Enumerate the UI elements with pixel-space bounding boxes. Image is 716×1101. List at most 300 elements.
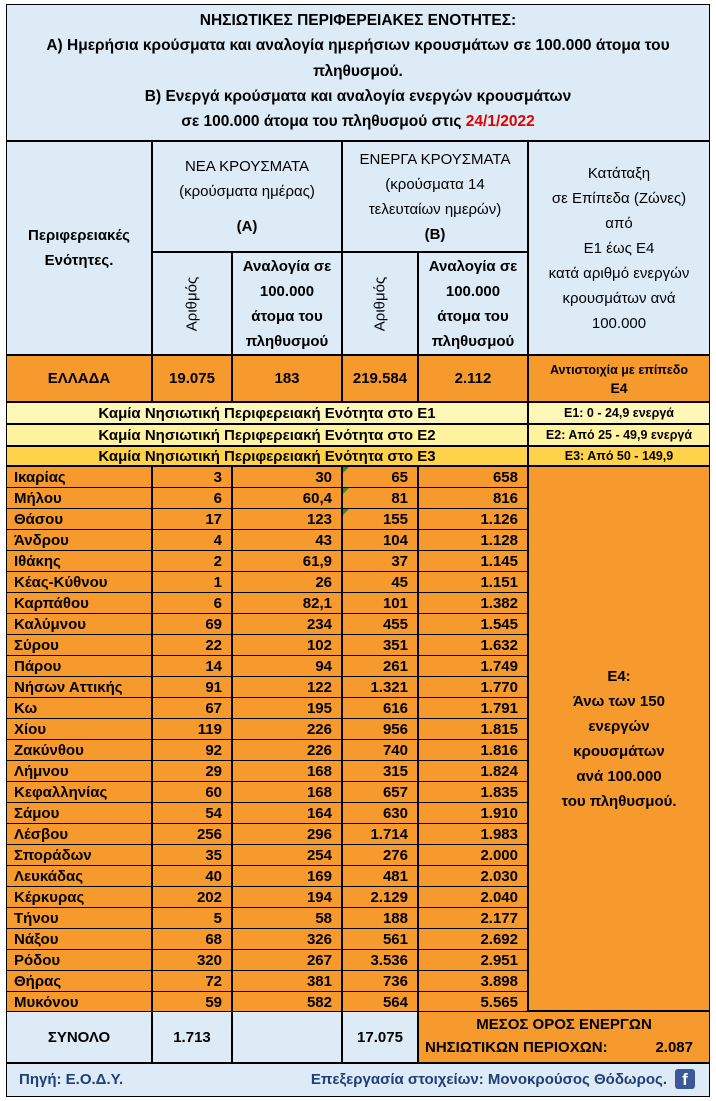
header-region-l2: Ενότητες.: [44, 252, 114, 269]
row-cell-name: [6, 697, 152, 719]
header-new-ratio-l1: Αναλογία σε: [242, 257, 332, 275]
row-value: 1.835: [480, 784, 518, 801]
row-value: 1.321: [370, 679, 408, 696]
row-cell-new-ratio: [232, 697, 342, 719]
title-date-prefix: σε 100.000 άτομα του πληθυσμού στις: [181, 113, 462, 130]
row-value: 1: [213, 574, 222, 591]
row-value: 3: [213, 469, 222, 486]
row-cell-new: [152, 592, 232, 614]
title-date: 24/1/2022: [465, 113, 535, 130]
zone-e1-range: Ε1: 0 - 24,9 ενεργά: [528, 402, 710, 424]
row-cell-name: [6, 508, 152, 530]
row-cell-active-ratio: [418, 550, 528, 572]
row-cell-name: [6, 466, 152, 488]
row-value: 296: [306, 826, 332, 843]
row-cell-new-ratio: [232, 634, 342, 656]
row-value: 69: [205, 616, 222, 633]
footer-credit: Επεξεργασία στοιχείων: Μονοκρούσος Θόδωρος.: [310, 1071, 667, 1088]
region-name: Καλύμνου: [14, 616, 86, 633]
row-value: 740: [382, 742, 408, 759]
row-value: 256: [196, 826, 222, 843]
row-cell-active: [342, 613, 418, 635]
header-new-ratio: [232, 252, 342, 355]
row-cell-active: [342, 529, 418, 551]
region-name: Κεφαλληνίας: [14, 784, 108, 801]
row-value: 58: [315, 910, 332, 927]
region-name: Κω: [14, 700, 38, 717]
row-value: 65: [391, 469, 408, 486]
row-value: 30: [315, 469, 332, 486]
row-cell-active-ratio: [418, 571, 528, 593]
row-value: 35: [205, 847, 222, 864]
row-value: 3.898: [480, 973, 518, 990]
row-cell-new: [152, 802, 232, 824]
row-value: 43: [315, 532, 332, 549]
row-value: 1.983: [480, 826, 518, 843]
region-name: Σποράδων: [14, 847, 92, 864]
row-cell-new: [152, 487, 232, 509]
row-cell-new-ratio: [232, 592, 342, 614]
greece-active: 219.584: [342, 355, 418, 402]
row-value: 3.536: [370, 952, 408, 969]
row-cell-active-ratio: [418, 529, 528, 551]
row-value: 351: [382, 637, 408, 654]
row-cell-new: [152, 865, 232, 887]
row-value: 561: [382, 931, 408, 948]
row-cell-name: [6, 676, 152, 698]
row-cell-active: [342, 907, 418, 929]
row-cell-new: [152, 739, 232, 761]
row-cell-name: [6, 949, 152, 971]
region-name: Λήμνου: [14, 763, 69, 780]
row-cell-active: [342, 571, 418, 593]
row-cell-new: [152, 886, 232, 908]
row-cell-active: [342, 865, 418, 887]
header-active-ratio-l4: πληθυσμού: [431, 332, 515, 350]
header-new-number-label: Αριθμός: [183, 276, 201, 331]
row-cell-active-ratio: [418, 781, 528, 803]
header-level-l4: Ε1 έως Ε4: [583, 239, 655, 257]
zone-e4-l1: Ε4:: [607, 667, 631, 685]
row-value: 59: [205, 994, 222, 1011]
row-cell-active: [342, 991, 418, 1013]
region-name: Λέσβου: [14, 826, 69, 843]
total-average-l2: ΝΗΣΙΩΤΙΚΩΝ ΠΕΡΙΟΧΩΝ:: [425, 1039, 608, 1056]
row-cell-new-ratio: [232, 550, 342, 572]
title-line-5: [7, 112, 709, 131]
row-value: 92: [205, 742, 222, 759]
row-cell-active-ratio: [418, 508, 528, 530]
row-cell-active: [342, 487, 418, 509]
row-value: 1.151: [480, 574, 518, 591]
title-line-4: Β) Ενεργά κρούσματα και αναλογία ενεργών κρουσμάτων: [144, 88, 572, 105]
row-cell-new: [152, 634, 232, 656]
row-cell-new: [152, 718, 232, 740]
row-value: 29: [205, 763, 222, 780]
row-cell-new-ratio: [232, 466, 342, 488]
row-cell-new-ratio: [232, 613, 342, 635]
row-cell-new: [152, 466, 232, 488]
header-level-l5: κατά αριθμό ενεργών: [548, 264, 690, 282]
row-cell-active: [342, 928, 418, 950]
row-cell-new-ratio: [232, 529, 342, 551]
header-level-l1: Κατάταξη: [587, 164, 651, 182]
row-value: 616: [382, 700, 408, 717]
region-name: Ικαρίας: [14, 469, 66, 486]
row-value: 82,1: [302, 595, 332, 612]
region-name: Πάρου: [14, 658, 62, 675]
row-cell-new: [152, 613, 232, 635]
row-cell-new: [152, 907, 232, 929]
row-value: 68: [205, 931, 222, 948]
row-value: 168: [306, 763, 332, 780]
greece-active-ratio: 2.112: [418, 355, 528, 402]
row-value: 5: [213, 910, 222, 927]
row-cell-new: [152, 949, 232, 971]
row-cell-active: [342, 655, 418, 677]
header-level-l3: από: [605, 214, 633, 232]
row-value: 94: [315, 658, 332, 675]
row-cell-name: [6, 571, 152, 593]
row-value: 164: [306, 805, 332, 822]
row-value: 267: [306, 952, 332, 969]
row-cell-new-ratio: [232, 781, 342, 803]
row-value: 169: [306, 868, 332, 885]
row-cell-active: [342, 508, 418, 530]
row-value: 91: [205, 679, 222, 696]
row-cell-active-ratio: [418, 907, 528, 929]
row-cell-active: [342, 592, 418, 614]
region-name: Χίου: [14, 721, 47, 738]
row-cell-new-ratio: [232, 655, 342, 677]
header-active-l3: τελευταίων ημερών): [368, 200, 502, 218]
row-cell-active-ratio: [418, 802, 528, 824]
region-name: Μυκόνου: [14, 994, 79, 1011]
row-value: 122: [306, 679, 332, 696]
footer: [6, 1063, 710, 1097]
row-cell-name: [6, 907, 152, 929]
region-name: Λευκάδας: [14, 868, 84, 885]
region-name: Θάσου: [14, 511, 64, 528]
greece-new-ratio: 183: [232, 355, 342, 402]
zone-e4-l2: Άνω των 150: [573, 692, 665, 710]
row-value: 26: [315, 574, 332, 591]
row-value: 226: [306, 742, 332, 759]
row-cell-active-ratio: [418, 592, 528, 614]
total-average-l1: ΜΕΣΟΣ ΟΡΟΣ ΕΝΕΡΓΩΝ: [476, 1016, 652, 1033]
row-cell-new-ratio: [232, 739, 342, 761]
zone-e1-text: Καμία Νησιωτική Περιφερειακή Ενότητα στο Ε1: [6, 402, 528, 424]
row-cell-active: [342, 634, 418, 656]
title-line-1: ΝΗΣΙΩΤΙΚΕΣ ΠΕΡΙΦΕΡΕΙΑΚΕΣ ΕΝΟΤΗΤΕΣ:: [199, 12, 517, 29]
comment-marker-icon: [343, 467, 349, 473]
region-name: Νήσων Αττικής: [14, 679, 123, 696]
row-cell-name: [6, 529, 152, 551]
zone-e2-text: Καμία Νησιωτική Περιφερειακή Ενότητα στο Ε2: [6, 424, 528, 446]
row-cell-active: [342, 739, 418, 761]
row-cell-new: [152, 529, 232, 551]
row-value: 1.382: [480, 595, 518, 612]
header-active-number: [342, 252, 418, 355]
row-cell-new-ratio: [232, 487, 342, 509]
row-cell-new: [152, 823, 232, 845]
header-new-l3: (Α): [236, 218, 258, 235]
region-name: Ιθάκης: [14, 553, 61, 570]
row-cell-name: [6, 844, 152, 866]
row-cell-active: [342, 949, 418, 971]
row-value: 315: [382, 763, 408, 780]
row-cell-name: [6, 487, 152, 509]
region-name: Άνδρου: [14, 532, 69, 549]
row-cell-new-ratio: [232, 907, 342, 929]
row-cell-new: [152, 970, 232, 992]
total-active: 17.075: [342, 1011, 418, 1063]
row-value: 60: [205, 784, 222, 801]
row-cell-new-ratio: [232, 802, 342, 824]
row-cell-name: [6, 718, 152, 740]
row-cell-active-ratio: [418, 886, 528, 908]
header-region-l1: Περιφερειακές: [28, 227, 130, 244]
region-name: Θήρας: [14, 973, 62, 990]
row-value: 123: [306, 511, 332, 528]
row-cell-active-ratio: [418, 718, 528, 740]
row-cell-new-ratio: [232, 760, 342, 782]
row-value: 22: [205, 637, 222, 654]
header-new-ratio-l2: 100.000: [259, 282, 315, 300]
facebook-icon[interactable]: f: [675, 1069, 695, 1089]
header-active-number-label: Αριθμός: [371, 276, 389, 331]
row-cell-active: [342, 718, 418, 740]
region-name: Ρόδου: [14, 952, 61, 969]
row-value: 2.177: [480, 910, 518, 927]
total-average: [418, 1011, 710, 1063]
header-active-ratio-l3: άτομα του: [437, 307, 509, 325]
greece-level-l2: Ε4: [610, 379, 628, 396]
greece-name: ΕΛΛΑΔΑ: [6, 355, 152, 402]
row-value: 40: [205, 868, 222, 885]
row-value: 481: [382, 868, 408, 885]
row-value: 1.714: [370, 826, 408, 843]
row-value: 261: [382, 658, 408, 675]
title-line-3: πληθυσμού.: [313, 63, 403, 80]
row-cell-active-ratio: [418, 844, 528, 866]
zone-e3-text: Καμία Νησιωτική Περιφερειακή Ενότητα στο Ε3: [6, 446, 528, 466]
row-cell-active: [342, 781, 418, 803]
row-value: 104: [382, 532, 408, 549]
row-cell-active: [342, 697, 418, 719]
row-value: 17: [205, 511, 222, 528]
row-cell-active: [342, 886, 418, 908]
row-cell-new-ratio: [232, 718, 342, 740]
row-cell-new: [152, 571, 232, 593]
row-value: 202: [196, 889, 222, 906]
row-cell-new: [152, 781, 232, 803]
row-cell-active-ratio: [418, 466, 528, 488]
row-value: 455: [382, 616, 408, 633]
title-line-2: Α) Ημερήσια κρούσματα και αναλογία ημερήσιων κρουσμάτων σε 100.000 άτομα του: [46, 37, 670, 54]
row-cell-active-ratio: [418, 949, 528, 971]
row-cell-name: [6, 634, 152, 656]
row-value: 2.129: [370, 889, 408, 906]
row-cell-active: [342, 676, 418, 698]
row-cell-active-ratio: [418, 613, 528, 635]
row-value: 736: [382, 973, 408, 990]
row-cell-active: [342, 823, 418, 845]
row-value: 1.632: [480, 637, 518, 654]
row-value: 72: [205, 973, 222, 990]
row-cell-active-ratio: [418, 697, 528, 719]
row-cell-active-ratio: [418, 970, 528, 992]
row-cell-new: [152, 676, 232, 698]
row-cell-new-ratio: [232, 970, 342, 992]
row-value: 37: [391, 553, 408, 570]
row-value: 2.030: [480, 868, 518, 885]
row-cell-name: [6, 613, 152, 635]
row-cell-name: [6, 802, 152, 824]
header-active-ratio-l1: Αναλογία σε: [428, 257, 518, 275]
header-new-l1: ΝΕΑ ΚΡΟΥΣΜΑΤΑ: [184, 158, 310, 175]
zone-e4-l3: ενεργών: [588, 717, 650, 735]
zone-e4-l6: του πληθυσμού.: [561, 792, 677, 810]
row-value: 234: [306, 616, 332, 633]
region-name: Νάξου: [14, 931, 59, 948]
region-name: Ζακύνθου: [14, 742, 84, 759]
row-value: 119: [197, 721, 222, 738]
title-block: [6, 4, 710, 141]
row-value: 1.749: [480, 658, 518, 675]
row-value: 54: [205, 805, 222, 822]
row-cell-new: [152, 844, 232, 866]
row-cell-active: [342, 760, 418, 782]
header-level-l7: 100.000: [591, 314, 647, 332]
row-value: 2.000: [480, 847, 518, 864]
row-value: 582: [306, 994, 332, 1011]
row-value: 816: [492, 490, 518, 507]
row-cell-name: [6, 865, 152, 887]
row-cell-name: [6, 781, 152, 803]
row-value: 1.824: [480, 763, 518, 780]
row-value: 188: [382, 910, 408, 927]
row-cell-name: [6, 991, 152, 1013]
row-value: 194: [306, 889, 332, 906]
row-cell-active-ratio: [418, 928, 528, 950]
row-cell-active-ratio: [418, 676, 528, 698]
row-cell-active-ratio: [418, 760, 528, 782]
region-name: Σάμου: [14, 805, 60, 822]
row-value: 1.815: [480, 721, 518, 738]
comment-marker-icon: [343, 488, 349, 494]
row-cell-name: [6, 760, 152, 782]
region-name: Σύρου: [14, 637, 59, 654]
row-value: 101: [382, 595, 408, 612]
footer-source: Πηγή: Ε.Ο.Δ.Υ.: [19, 1071, 124, 1088]
row-cell-new-ratio: [232, 823, 342, 845]
row-value: 61,9: [302, 553, 332, 570]
row-cell-active-ratio: [418, 634, 528, 656]
row-cell-active: [342, 970, 418, 992]
row-value: 1.545: [480, 616, 518, 633]
row-value: 657: [382, 784, 408, 801]
header-level: [528, 141, 710, 355]
region-name: Καρπάθου: [14, 595, 89, 612]
total-new-ratio-empty: [232, 1011, 342, 1063]
row-cell-new-ratio: [232, 949, 342, 971]
header-new-ratio-l3: άτομα του: [251, 307, 323, 325]
zone-e4-description: [528, 466, 710, 1011]
region-name: Κέας-Κύθνου: [14, 574, 108, 591]
row-cell-active-ratio: [418, 655, 528, 677]
row-cell-active: [342, 844, 418, 866]
row-value: 630: [382, 805, 408, 822]
row-cell-name: [6, 823, 152, 845]
row-cell-active-ratio: [418, 865, 528, 887]
header-new-number: [152, 252, 232, 355]
row-cell-active-ratio: [418, 487, 528, 509]
region-name: Μήλου: [14, 490, 62, 507]
row-cell-new: [152, 697, 232, 719]
row-value: 276: [382, 847, 408, 864]
row-cell-new: [152, 655, 232, 677]
row-cell-new-ratio: [232, 844, 342, 866]
zone-e4-l5: ανά 100.000: [576, 767, 662, 785]
row-value: 155: [382, 511, 408, 528]
header-new-cases: [152, 141, 342, 252]
row-cell-new-ratio: [232, 865, 342, 887]
row-value: 320: [196, 952, 222, 969]
row-value: 2.692: [480, 931, 518, 948]
row-value: 6: [213, 595, 222, 612]
row-cell-name: [6, 928, 152, 950]
row-value: 4: [213, 532, 222, 549]
row-cell-active: [342, 550, 418, 572]
header-level-l6: κρουσμάτων ανά: [562, 289, 676, 307]
row-value: 564: [382, 994, 408, 1011]
row-value: 1.910: [480, 805, 518, 822]
row-value: 1.770: [480, 679, 518, 696]
row-value: 226: [306, 721, 332, 738]
row-cell-active-ratio: [418, 739, 528, 761]
row-cell-new-ratio: [232, 571, 342, 593]
row-cell-name: [6, 886, 152, 908]
region-name: Κέρκυρας: [14, 889, 85, 906]
row-value: 195: [306, 700, 332, 717]
row-value: 60,4: [302, 490, 332, 507]
row-cell-new: [152, 991, 232, 1013]
row-value: 1.145: [480, 553, 518, 570]
greece-new: 19.075: [152, 355, 232, 402]
row-value: 326: [306, 931, 332, 948]
row-value: 1.791: [480, 700, 518, 717]
row-value: 2.951: [480, 952, 518, 969]
row-cell-new-ratio: [232, 928, 342, 950]
greece-level-l1: Αντιστοιχία με επίπεδο: [549, 362, 689, 377]
row-value: 81: [391, 490, 408, 507]
row-cell-new-ratio: [232, 676, 342, 698]
row-cell-name: [6, 550, 152, 572]
row-value: 45: [391, 574, 408, 591]
row-cell-new: [152, 508, 232, 530]
row-value: 2: [213, 553, 222, 570]
row-value: 1.816: [480, 742, 518, 759]
row-cell-new-ratio: [232, 508, 342, 530]
row-cell-active: [342, 466, 418, 488]
header-active-cases: [342, 141, 528, 252]
row-cell-active-ratio: [418, 823, 528, 845]
row-cell-active: [342, 802, 418, 824]
row-value: 67: [205, 700, 222, 717]
row-value: 2.040: [480, 889, 518, 906]
row-cell-name: [6, 970, 152, 992]
